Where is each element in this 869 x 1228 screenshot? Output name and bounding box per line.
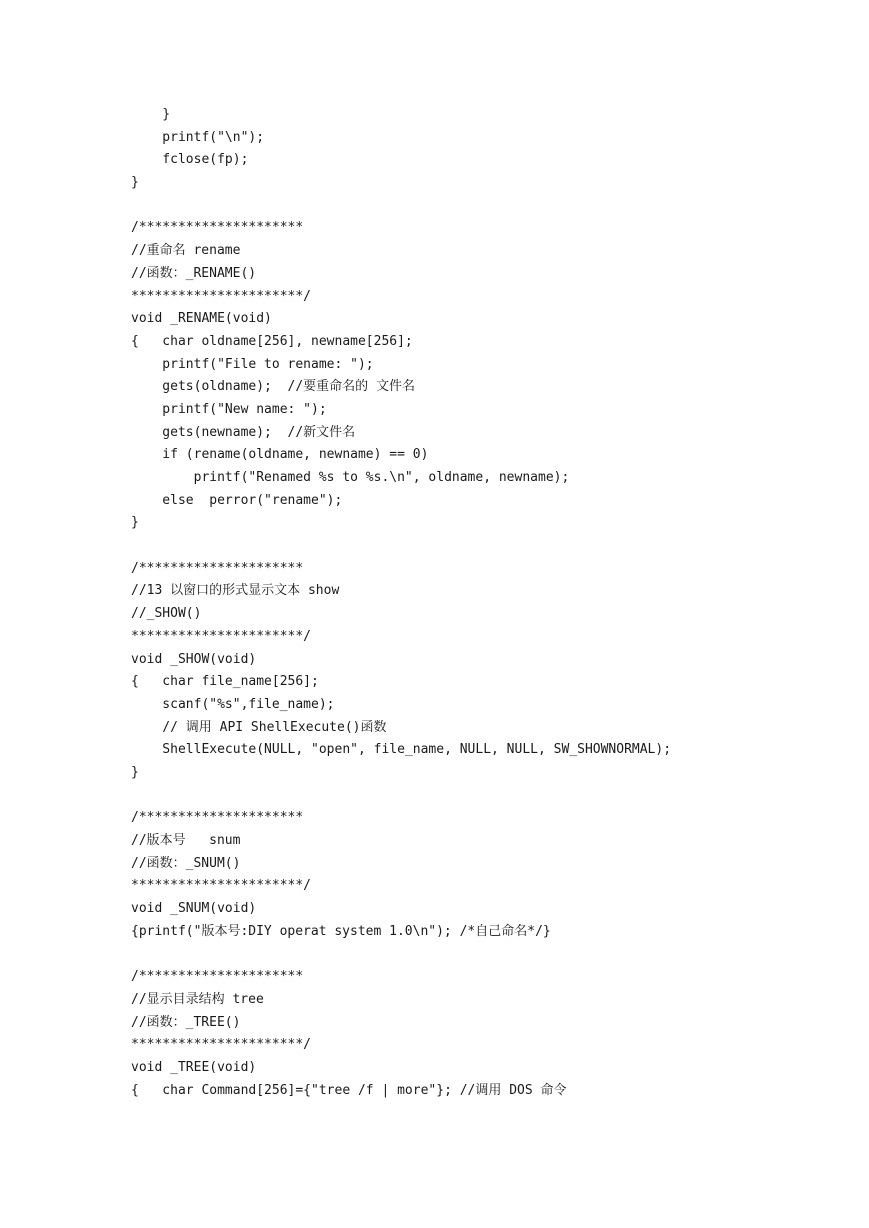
code-line: //_SHOW() (131, 606, 202, 622)
code-line: fclose(fp); (131, 152, 249, 168)
code-line: //13 以窗口的形式显示文本 show (131, 583, 340, 599)
code-line: //函数：_SNUM() (131, 855, 241, 871)
code-line (131, 943, 671, 966)
code-line: ShellExecute(NULL, "open", file_name, NULL, NULL, SW_SHOWNORMAL); (131, 742, 672, 758)
code-line: gets(oldname); //要重命名的 文件名 (131, 379, 416, 395)
code-line: printf("\n"); (131, 129, 265, 145)
code-line: //版本号 snum (131, 833, 241, 848)
code-line (131, 785, 671, 808)
code-line: void _SHOW(void) (131, 651, 257, 667)
code-line: printf("File to rename: "); (131, 356, 374, 372)
code-line: {printf("版本号:DIY operat system 1.0\n"); /*自己命名*/} (131, 923, 551, 939)
code-line: { char Command[256]={"tree /f | more"}; //调用 DOS 命令 (131, 1082, 567, 1098)
code-line: gets(newname); //新文件名 (131, 424, 356, 440)
code-line: //函数：_RENAME() (131, 265, 257, 281)
code-line: /********************* (131, 810, 304, 826)
code-line: void _TREE(void) (131, 1059, 257, 1075)
code-line: //函数：_TREE() (131, 1014, 241, 1030)
code-line: // 调用 API ShellExecute()函数 (131, 719, 387, 735)
code-line: printf("Renamed %s to %s.\n", oldname, newname); (131, 470, 570, 485)
code-line: else perror("rename"); (131, 492, 343, 508)
code-listing (131, 104, 671, 1102)
code-line: /********************* (131, 220, 304, 236)
code-line (131, 535, 671, 558)
code-line: scanf("%s",file_name); (131, 696, 335, 712)
code-line: } (131, 107, 171, 122)
code-line: void _SNUM(void) (131, 901, 257, 917)
code-line: { char oldname[256], newname[256]; (131, 333, 413, 349)
code-line: **********************/ (131, 1037, 312, 1053)
code-line: **********************/ (131, 288, 312, 304)
code-line: void _RENAME(void) (131, 311, 272, 327)
code-line: /********************* (131, 560, 304, 576)
code-line: printf("New name: "); (131, 401, 327, 417)
code-line (131, 195, 671, 218)
code-line: if (rename(oldname, newname) == 0) (131, 447, 429, 463)
code-line: **********************/ (131, 878, 312, 894)
code-line: } (131, 515, 139, 531)
code-line: { char file_name[256]; (131, 674, 319, 690)
code-line: } (131, 175, 139, 191)
code-line: //重命名 rename (131, 243, 241, 259)
code-line: /********************* (131, 969, 304, 985)
code-line: } (131, 764, 139, 780)
code-line: //显示目录结构 tree (131, 991, 264, 1007)
code-line: **********************/ (131, 628, 312, 644)
